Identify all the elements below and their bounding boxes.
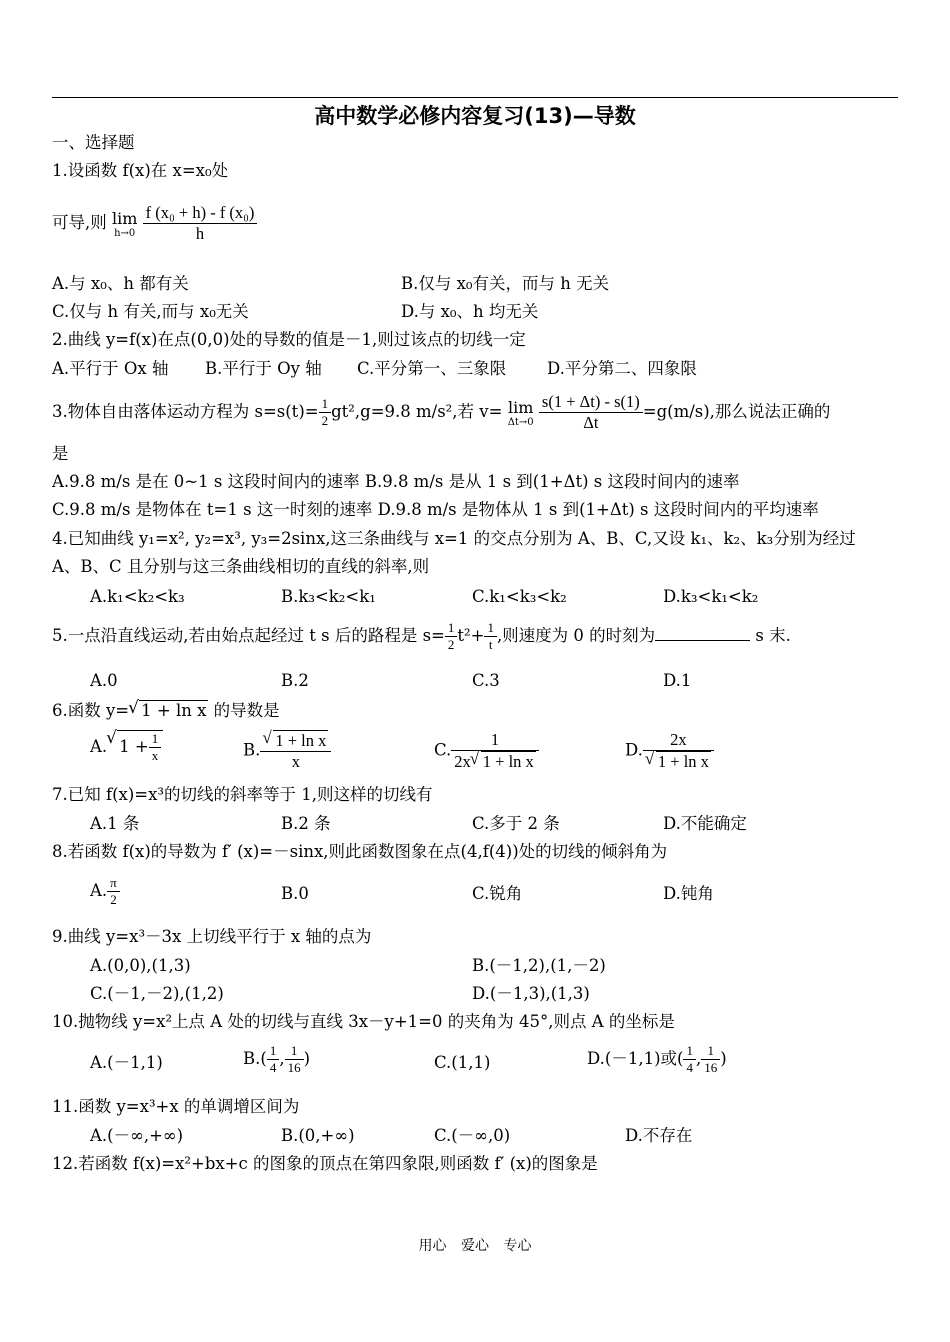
q3-half	[319, 396, 332, 429]
q3-lim: lim Δt→0	[507, 397, 534, 428]
q7-option-b: B.2 条	[281, 814, 331, 833]
q6-a-num: 1	[149, 731, 162, 748]
q6-label-c: C.	[434, 740, 452, 760]
q5-f2-den: t	[488, 637, 493, 652]
q3-half-den: 2	[321, 413, 329, 428]
q8-label-a: A.	[90, 881, 108, 900]
q1-option-c: C.仅与 h 有关,而与 x₀无关	[52, 302, 249, 321]
q5-answer-blank	[655, 624, 750, 641]
q10-b-frac-2	[285, 1043, 304, 1076]
q8-stem: 8.若函数 f(x)的导数为 f′ (x)=－sinx,则此函数图象在点(4,f(4))处的切线的倾斜角为	[52, 842, 668, 861]
q10-b-f1-den: 4	[269, 1060, 277, 1075]
q7-option-a: A.1 条	[90, 814, 140, 833]
q3-stem-cont: 是	[52, 444, 69, 463]
q6-option-a	[90, 730, 163, 764]
q6-a-den: x	[151, 748, 159, 763]
q10-d-f1-num: 1	[683, 1043, 696, 1060]
q2-option-c: C.平分第一、三象限	[357, 359, 507, 378]
q1-lim-sub: h→0	[114, 227, 136, 239]
q9-option-b: B.(－1,2),(1,－2)	[472, 956, 606, 975]
q3-half-num: 1	[319, 396, 332, 413]
q2-option-d: D.平分第二、四象限	[547, 359, 697, 378]
q10-option-a: A.(－1,1)	[90, 1053, 163, 1072]
q3-lim-sub: Δt→0	[507, 416, 534, 428]
page-footer: 用心 爱心 专心	[418, 1238, 532, 1254]
q8-option-c: C.锐角	[472, 884, 523, 903]
q10-d-comma: ,	[695, 1049, 702, 1068]
q6-d-den	[643, 751, 714, 772]
q5-part-d: s 末.	[750, 626, 791, 645]
q5-part-b: t²+	[457, 626, 485, 645]
q1-limit-line	[52, 203, 257, 244]
q3-part-c: =g(m/s),那么说法正确的	[642, 402, 831, 421]
q6-d-radical: √ 1 + ln x	[656, 751, 711, 772]
q6-c-den	[451, 751, 539, 772]
q5-option-b: B.2	[281, 671, 309, 690]
q10-d-close: )	[720, 1049, 727, 1068]
q5-f1-den: 2	[447, 637, 455, 652]
q1-stem: 1.设函数 f(x)在 x=x₀处	[52, 161, 229, 180]
q5-frac-2	[484, 620, 497, 653]
q4-option-d: D.k₃<k₁<k₂	[663, 587, 759, 606]
q1-denominator: h	[195, 224, 205, 243]
q10-b-f2-den: 16	[287, 1060, 301, 1075]
q12-stem: 12.若函数 f(x)=x²+bx+c 的图象的顶点在第四象限,则函数 f′ (x)的图象是	[52, 1154, 598, 1173]
q3-options-cd: C.9.8 m/s 是物体在 t=1 s 这一时刻的速率 D.9.8 m/s 是物体从 1 s 到(1+Δt) s 这段时间内的平均速率	[52, 500, 819, 519]
q9-option-a: A.(0,0),(1,3)	[90, 956, 191, 975]
q3-denominator: Δt	[583, 413, 599, 432]
q8-pi: π	[107, 875, 120, 892]
q5-stem	[52, 620, 791, 653]
q5-part-c: ,则速度为 0 的时刻为	[496, 626, 656, 645]
q11-option-c: C.(－∞,0)	[434, 1126, 511, 1145]
q6-c-den-a: 2x	[454, 752, 471, 771]
header-rule	[52, 97, 898, 98]
q9-option-d: D.(－1,3),(1,3)	[472, 984, 590, 1003]
q5-f1-num: 1	[445, 620, 458, 637]
q8-two: 2	[110, 892, 117, 907]
q4-option-a: A.k₁<k₂<k₃	[90, 587, 185, 606]
q11-option-b: B.(0,+∞)	[281, 1126, 355, 1145]
q5-option-d: D.1	[663, 671, 692, 690]
q10-b-f1-num: 1	[267, 1043, 280, 1060]
q4-option-c: C.k₁<k₃<k₂	[472, 587, 567, 606]
q4-option-b: B.k₃<k₂<k₁	[281, 587, 376, 606]
q10-d-f2-den: 16	[704, 1060, 718, 1075]
q4-stem: 4.已知曲线 y₁=x², y₂=x³, y₃=2sinx,这三条曲线与 x=1 的交点分别为 A、B、C,又设 k₁、k₂、k₃分别为经过	[52, 529, 856, 548]
q6-option-b	[243, 730, 331, 772]
q3-part-a: 3.物体自由落体运动方程为 s=s(t)=	[52, 402, 319, 421]
q10-d-f1-den: 4	[686, 1060, 693, 1075]
q5-part-a: 5.一点沿直线运动,若由始点起经过 t s 后的路程是 s=	[52, 626, 445, 645]
q2-option-b: B.平行于 Oy 轴	[205, 359, 322, 378]
q10-d-frac-2	[701, 1043, 720, 1076]
q10-b-prefix: B.(	[243, 1049, 267, 1068]
q6-a-frac	[149, 731, 162, 764]
q3-options-ab: A.9.8 m/s 是在 0~1 s 这段时间内的速率 B.9.8 m/s 是从 1 s 到(1+Δt) s 这段时间内的速率	[52, 472, 740, 491]
q10-option-c: C.(1,1)	[434, 1053, 491, 1072]
q10-b-f2-num: 1	[285, 1043, 304, 1060]
q6-a-radical	[117, 730, 163, 764]
q6-b-num	[260, 730, 331, 752]
q1-fraction	[143, 203, 258, 244]
q7-stem: 7.已知 f(x)=x³的切线的斜率等于 1,则这样的切线有	[52, 785, 433, 804]
q6-b-frac	[260, 730, 331, 772]
q6-d-frac	[643, 730, 714, 772]
q6-label-d: D.	[625, 740, 643, 760]
q6-label-b: B.	[243, 740, 261, 760]
q8-option-b: B.0	[281, 884, 309, 903]
q3-numerator: s(1 + Δt) - s(1)	[539, 392, 643, 413]
q1-numerator: f (x₀ + h) - f (x₀)	[143, 203, 258, 224]
q6-part-a: 6.函数 y=	[52, 701, 130, 720]
q1-option-b: B.仅与 x₀有关，而与 h 无关	[401, 274, 610, 293]
q8-option-d: D.钝角	[663, 884, 714, 903]
q6-option-c	[434, 730, 539, 772]
q10-option-b	[243, 1043, 310, 1076]
q6-a-rad-text: 1 +	[119, 737, 149, 756]
q10-stem: 10.抛物线 y=x²上点 A 处的切线与直线 3x－y+1=0 的夹角为 45°,则点 A 的坐标是	[52, 1012, 675, 1031]
q10-d-prefix: D.(－1,1)或(	[587, 1049, 684, 1068]
q6-c-frac	[451, 730, 539, 772]
q10-b-comma: ,	[279, 1049, 285, 1068]
q10-option-d	[587, 1043, 727, 1076]
q6-d-num: 2x	[643, 730, 714, 751]
q4-stem-cont: A、B、C 且分别与这三条曲线相切的直线的斜率,则	[52, 557, 430, 576]
q6-c-radical: √ 1 + ln x	[481, 751, 536, 772]
q10-d-frac-1	[683, 1043, 696, 1076]
q9-stem: 9.曲线 y=x³－3x 上切线平行于 x 轴的点为	[52, 927, 372, 946]
q1-option-a: A.与 x₀、h 都有关	[52, 274, 189, 293]
q1-lim: lim h→0	[112, 208, 138, 239]
q5-f2-num: 1	[484, 620, 497, 637]
q2-option-a: A.平行于 Ox 轴	[52, 359, 169, 378]
q1-option-d: D.与 x₀、h 均无关	[401, 302, 539, 321]
q11-option-a: A.(－∞,+∞)	[90, 1126, 184, 1145]
q7-option-c: C.多于 2 条	[472, 814, 560, 833]
page-title: 高中数学必修内容复习(13)—导数	[314, 104, 636, 128]
q11-option-d: D.不存在	[625, 1126, 693, 1145]
q7-option-d: D.不能确定	[663, 814, 747, 833]
q10-b-close: )	[303, 1049, 310, 1068]
q5-frac-1	[445, 620, 458, 653]
q3-fraction	[539, 392, 643, 433]
q2-stem: 2.曲线 y=f(x)在点(0,0)处的导数的值是－1,则过该点的切线一定	[52, 330, 526, 349]
q6-b-den: x	[291, 752, 300, 771]
q5-option-a: A.0	[90, 671, 118, 690]
q3-stem	[52, 392, 830, 433]
q6-stem	[52, 700, 280, 721]
q8-pi-frac	[107, 875, 120, 908]
q8-option-a	[90, 875, 120, 908]
q6-option-d	[625, 730, 714, 772]
q10-b-frac-1	[267, 1043, 280, 1076]
q1-prefix: 可导,则	[52, 213, 107, 232]
q6-c-num: 1	[451, 730, 539, 751]
q6-b-radical: √ 1 + ln x	[273, 730, 328, 751]
q9-option-c: C.(－1,－2),(1,2)	[90, 984, 224, 1003]
q6-part-b: 的导数是	[213, 701, 280, 720]
section-heading: 一、选择题	[52, 133, 135, 152]
q10-d-f2-num: 1	[701, 1043, 720, 1060]
q6-radical: √ 1 + ln x	[139, 700, 208, 721]
q5-option-c: C.3	[472, 671, 500, 690]
q6-label-a: A.	[90, 737, 108, 756]
q3-part-b: gt²,g=9.8 m/s²,若 v=	[331, 402, 503, 421]
q11-stem: 11.函数 y=x³+x 的单调增区间为	[52, 1097, 300, 1116]
